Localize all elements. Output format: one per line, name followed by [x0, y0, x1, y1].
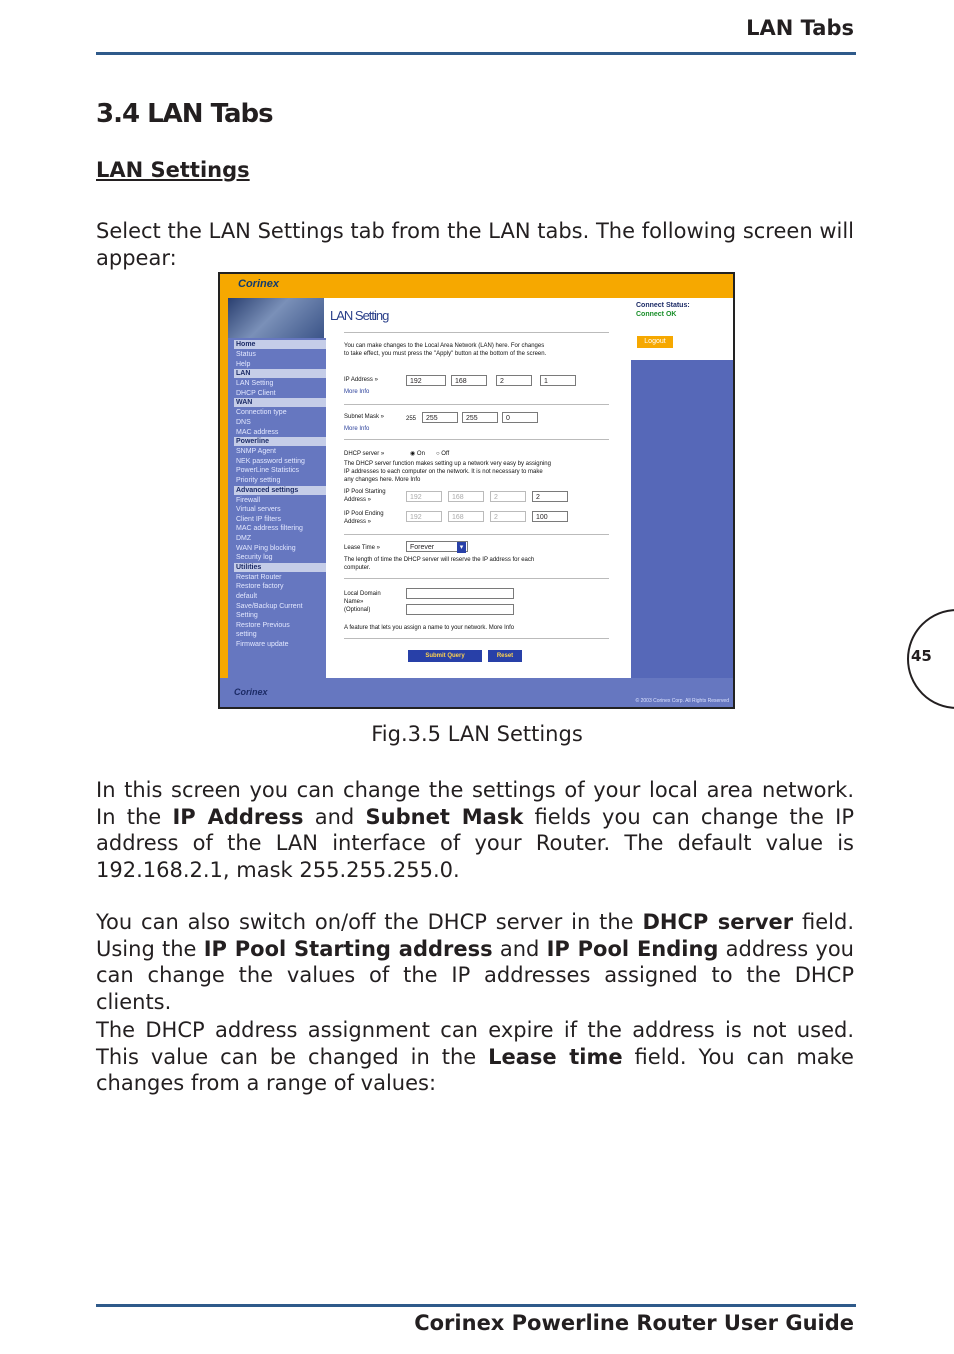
- dhcp-help-text: any changes here. More Info: [344, 477, 421, 483]
- figure-main-title: LAN Setting: [330, 308, 389, 323]
- sidebar-item[interactable]: setting: [236, 631, 257, 639]
- dhcp-help-text: The DHCP server function makes setting up a network very easy by assigning: [344, 461, 551, 467]
- lease-help-text: computer.: [344, 565, 371, 571]
- pool-start-label: IP Pool Starting: [344, 489, 386, 495]
- pool-start-label: Address »: [344, 497, 372, 503]
- divider: [344, 638, 609, 639]
- sidebar-item[interactable]: Firmware update: [236, 641, 289, 648]
- sidebar-item[interactable]: Virtual servers: [236, 506, 281, 514]
- pool-end-octet-2: 168: [448, 511, 484, 522]
- pool-end-label: Address »: [344, 519, 372, 525]
- domain-name-input-2[interactable]: [406, 604, 514, 615]
- running-footer: Corinex Powerline Router User Guide: [414, 1311, 854, 1335]
- pool-start-octet-1: 192: [406, 491, 442, 502]
- sidebar-item[interactable]: Restore factory: [236, 583, 284, 591]
- pool-start-octet-2: 168: [448, 491, 484, 502]
- status-box: [631, 298, 733, 360]
- sidebar-item[interactable]: DNS: [236, 419, 251, 426]
- running-header: LAN Tabs: [746, 16, 854, 40]
- figure-footer-bar: [220, 678, 733, 707]
- intro-text-line: to take effect, you must press the "Apply" button at the bottom of the screen.: [344, 351, 547, 357]
- header-photo: [228, 298, 324, 338]
- dhcp-server-label: DHCP server »: [344, 451, 385, 457]
- sidebar-item[interactable]: MAC address: [236, 428, 279, 436]
- sidebar-group-heading[interactable]: LAN: [234, 369, 328, 378]
- sidebar-group-heading[interactable]: Home: [234, 340, 328, 349]
- subnet-mask-label: Subnet Mask »: [344, 414, 385, 420]
- figure-caption: Fig.3.5 LAN Settings: [371, 722, 583, 746]
- figure-main-panel: [326, 298, 631, 678]
- domain-label: (Optional): [344, 607, 371, 613]
- sidebar-item[interactable]: default: [236, 593, 258, 600]
- reset-button[interactable]: Reset: [488, 650, 522, 662]
- ip-octet-3[interactable]: 2: [496, 375, 532, 386]
- sidebar-item[interactable]: MAC address filtering: [236, 525, 303, 533]
- pool-end-octet-4[interactable]: 100: [532, 511, 568, 522]
- sidebar-item[interactable]: DHCP Client: [236, 389, 276, 397]
- sidebar-item[interactable]: Restore Previous: [236, 621, 290, 629]
- sidebar-item[interactable]: Firewall: [236, 496, 261, 504]
- sidebar-item[interactable]: Client IP filters: [236, 515, 281, 523]
- divider: [344, 439, 609, 440]
- sidebar-item[interactable]: Restart Router: [236, 573, 282, 581]
- subnet-octet-3[interactable]: 255: [462, 412, 498, 423]
- dhcp-help-text: IP addresses to each computer on the network. It is not necessary to make: [344, 469, 543, 475]
- sidebar-group-heading[interactable]: WAN: [234, 398, 328, 407]
- section-title: 3.4 LAN Tabs: [96, 99, 273, 129]
- page-number: 45: [911, 647, 932, 665]
- sidebar-item[interactable]: Security log: [236, 554, 273, 562]
- domain-help-text: A feature that lets you assign a name to your network. More Info: [344, 625, 515, 631]
- intro-text-line: You can make changes to the Local Area Network (LAN) here. For changes: [344, 343, 545, 349]
- sidebar-item[interactable]: Status: [236, 351, 256, 358]
- dhcp-on-label: On: [416, 451, 425, 457]
- footer-rule: [96, 1304, 856, 1307]
- body-paragraph-3: The DHCP address assignment can expire if the address is not used. This value can be changed in the Lease time field. You can make changes from a range of values:: [96, 1018, 854, 1095]
- sidebar-item[interactable]: Priority setting: [236, 477, 281, 484]
- body-paragraph-1: In this screen you can change the settings of your local area network. In the IP Address and Subnet Mask fields you can change the IP address of the LAN interface of your Router. The default value is 192.168.2.1, mask 255.255.255.0.: [96, 778, 854, 882]
- lease-time-select[interactable]: [406, 541, 468, 552]
- lan-settings-screenshot: [218, 272, 735, 709]
- sidebar-group-heading[interactable]: Utilities: [234, 563, 328, 572]
- figure-top-bar: [220, 274, 733, 298]
- sidebar-item[interactable]: LAN Setting: [236, 380, 274, 388]
- copyright-text: © 2003 Corinex Corp. All Rights Reserved: [635, 698, 729, 704]
- connect-status-title: Connect Status:: [636, 302, 690, 309]
- divider: [344, 332, 609, 333]
- more-info-link[interactable]: More Info: [344, 426, 370, 432]
- lease-time-label: Lease Time »: [344, 545, 381, 551]
- submit-query-button[interactable]: Submit Query: [408, 650, 482, 662]
- more-info-link[interactable]: More Info: [344, 389, 370, 395]
- sidebar-item[interactable]: Help: [236, 360, 251, 368]
- corinex-footer-logo: Corinex: [234, 687, 268, 697]
- pool-end-octet-3: 2: [490, 511, 526, 522]
- logout-button[interactable]: Logout: [637, 336, 673, 348]
- pool-end-octet-1: 192: [406, 511, 442, 522]
- sidebar-item[interactable]: PowerLine Statistics: [236, 467, 300, 475]
- subsection-title: LAN Settings: [96, 158, 250, 182]
- ip-octet-1[interactable]: 192: [406, 375, 446, 386]
- ip-address-label: IP Address »: [344, 377, 378, 383]
- chevron-down-icon: ▾: [457, 542, 466, 553]
- sidebar-item[interactable]: DMZ: [236, 535, 252, 542]
- body-paragraph-2: You can also switch on/off the DHCP server in the DHCP server field. Using the IP Pool Starting address and IP Pool Ending address you can change the values of the IP addresses assigned to the DHCP clients.: [96, 910, 855, 1014]
- sidebar-item[interactable]: Connection type: [236, 409, 287, 417]
- subnet-octet-4[interactable]: 0: [502, 412, 538, 423]
- domain-label: Name»: [344, 599, 364, 605]
- divider: [344, 578, 609, 579]
- divider: [344, 534, 609, 535]
- sidebar-item[interactable]: SNMP Agent: [236, 448, 276, 456]
- ip-octet-2[interactable]: 168: [451, 375, 487, 386]
- corinex-logo: Corinex: [238, 278, 279, 290]
- sidebar-item[interactable]: WAN Ping blocking: [236, 544, 296, 552]
- connect-status-value: Connect OK: [636, 311, 677, 318]
- header-rule: [96, 52, 856, 55]
- lease-time-value: Forever: [410, 544, 435, 551]
- lease-help-text: The length of time the DHCP server will reserve the IP address for each: [344, 557, 535, 563]
- pool-start-octet-4[interactable]: 2: [532, 491, 568, 502]
- sidebar-item[interactable]: Setting: [236, 612, 258, 620]
- sidebar-group-heading[interactable]: Advanced settings: [234, 486, 328, 495]
- subnet-octet-2[interactable]: 255: [422, 412, 458, 423]
- dhcp-off-radio[interactable]: ○ Off: [436, 451, 450, 457]
- ip-octet-4[interactable]: 1: [540, 375, 576, 386]
- intro-paragraph: Select the LAN Settings tab from the LAN tabs. The following screen will appear:: [96, 219, 854, 270]
- pool-end-label: IP Pool Ending: [344, 511, 384, 517]
- domain-label: Local Domain: [344, 591, 381, 597]
- figure-left-bar: [220, 298, 228, 678]
- dhcp-off-label: Off: [441, 451, 450, 457]
- sidebar-item[interactable]: NEK password setting: [236, 457, 305, 465]
- sidebar-item[interactable]: Save/Backup Current: [236, 602, 303, 610]
- figure-right-panel: [631, 298, 733, 678]
- pool-start-octet-3: 2: [490, 491, 526, 502]
- domain-name-input[interactable]: [406, 588, 514, 599]
- figure-sidebar: [228, 338, 326, 678]
- sidebar-group-heading[interactable]: Powerline: [234, 437, 328, 446]
- dhcp-on-radio[interactable]: ◉ On: [410, 451, 425, 457]
- subnet-prefix: 255: [406, 416, 417, 422]
- divider: [344, 404, 609, 405]
